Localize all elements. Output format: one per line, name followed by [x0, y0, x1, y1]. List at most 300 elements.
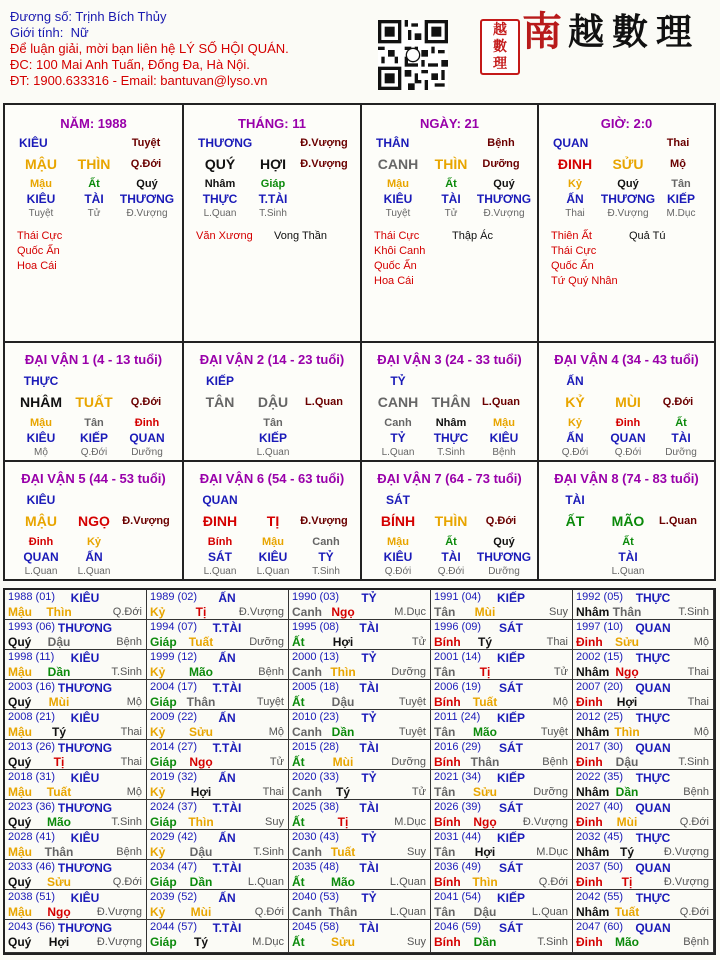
luck-title: ĐẠI VẬN 1 (4 - 13 tuổi)	[24, 352, 163, 367]
luck-god: TÀI	[565, 493, 585, 507]
luck-stem: BÍNH	[380, 513, 416, 529]
year-label: 2030 (43)	[292, 831, 340, 843]
year-branch: Ngọ	[47, 905, 71, 919]
luck-hidden-stem: Đinh	[134, 417, 160, 429]
year-cell	[573, 890, 714, 920]
year-cell	[5, 830, 147, 860]
year-stem: Giáp	[150, 815, 177, 829]
year-god: ẤN	[218, 651, 236, 665]
luck-stem: ĐINH	[202, 513, 238, 529]
year-label: 2040 (53)	[292, 891, 340, 903]
seal-char-3: 理	[493, 55, 507, 72]
year-label: 2009 (22)	[150, 711, 198, 723]
year-stage: Q.Đới	[538, 876, 568, 888]
luck-hidden-stem: Mậu	[387, 536, 409, 548]
pillar-stage: Đ.Vượng	[300, 158, 348, 170]
hidden-stem: Quý	[617, 178, 639, 190]
year-stem: Ất	[292, 635, 305, 649]
hidden-god: KIÊU	[26, 192, 56, 206]
year-cell	[431, 740, 573, 770]
year-stage: Q.Đới	[112, 876, 142, 888]
year-stage: Dưỡng	[533, 786, 568, 798]
luck-hidden-stem: Ất	[445, 536, 457, 548]
year-stem: Tân	[434, 605, 456, 619]
star-right: Thập Ác	[452, 230, 493, 242]
year-cell	[5, 590, 147, 620]
pillar-god: THƯƠNG	[198, 136, 253, 150]
year-god: QUAN	[635, 801, 671, 815]
year-branch: Hợi	[48, 935, 70, 949]
luck-branch: MÃO	[611, 513, 645, 529]
year-branch: Thìn	[330, 665, 356, 679]
year-branch: Tý	[335, 785, 351, 799]
luck-branch: TỊ	[266, 513, 280, 529]
luck-stem: KỶ	[565, 394, 585, 410]
year-stem: Nhâm	[576, 845, 610, 859]
luck-title: ĐẠI VẬN 3 (24 - 33 tuổi)	[377, 352, 522, 367]
year-stage: M.Dục	[536, 846, 568, 858]
year-label: 2004 (17)	[150, 681, 198, 693]
hidden-stage: Đ.Vượng	[483, 208, 525, 219]
year-cell	[147, 890, 289, 920]
pillar-god: KIÊU	[19, 136, 48, 150]
year-god: TỶ	[361, 591, 377, 605]
year-god: TÀI	[359, 801, 379, 815]
year-cell	[431, 890, 573, 920]
luck-cell	[5, 343, 182, 460]
luck-god: KIẾP	[205, 374, 235, 388]
year-stem: Đinh	[576, 815, 603, 829]
year-label: 2018 (31)	[8, 771, 56, 783]
pillar-title: NĂM: 1988	[60, 116, 127, 131]
luck-title: ĐẠI VẬN 7 (64 - 73 tuổi)	[377, 471, 522, 486]
year-god: TỶ	[361, 891, 377, 905]
year-label: 1994 (07)	[150, 621, 198, 633]
hidden-stage: Tử	[87, 208, 101, 219]
seal-char-1: 越	[493, 21, 507, 38]
star-left: Thái Cực	[374, 230, 420, 242]
year-god: THƯƠNG	[57, 861, 113, 875]
luck-hidden-stem: Kỷ	[86, 536, 102, 548]
luck-title: ĐẠI VẬN 4 (34 - 43 tuổi)	[554, 352, 699, 367]
year-god: KIÊU	[70, 891, 100, 905]
hidden-god: THỰC	[202, 192, 238, 206]
year-branch: Thìn	[472, 875, 498, 889]
year-stem: Tân	[434, 785, 456, 799]
luck-hidden-stem: Đinh	[28, 536, 54, 548]
gender-label: Giới tính:	[10, 25, 64, 40]
luck-god: SÁT	[386, 493, 410, 507]
luck-hidden-god: KIÊU	[258, 550, 288, 564]
year-label: 2016 (29)	[434, 741, 482, 753]
logo-seal	[480, 19, 520, 75]
year-branch: Tị	[621, 875, 633, 889]
year-stage: Dưỡng	[391, 666, 426, 678]
luck-branch: DẬU	[257, 394, 289, 410]
year-label: 2026 (39)	[434, 801, 482, 813]
year-stage: Q.Đới	[679, 906, 709, 918]
year-stem: Đinh	[576, 875, 603, 889]
luck-hidden-stage: Dưỡng	[131, 447, 163, 458]
year-cell	[147, 770, 289, 800]
luck-hidden-stage: L.Quan	[77, 566, 111, 577]
year-god: KIẾP	[496, 711, 526, 725]
star-left: Hoa Cái	[17, 260, 57, 272]
year-branch: Ngọ	[189, 755, 213, 769]
year-label: 2027 (40)	[576, 801, 624, 813]
year-god: T.TÀI	[212, 801, 242, 815]
year-stem: Mậu	[8, 665, 32, 679]
star-left: Tứ Quý Nhân	[551, 275, 618, 287]
luck-stage: Q.Đới	[662, 396, 694, 408]
year-cell	[573, 800, 714, 830]
year-stage: Tuyệt	[398, 696, 426, 708]
year-stem: Đinh	[576, 755, 603, 769]
star-left: Thiên Ất	[551, 230, 592, 242]
year-stage: Bệnh	[258, 666, 284, 678]
year-stem: Mậu	[8, 605, 32, 619]
year-stage: Mộ	[693, 726, 709, 738]
year-god: KIÊU	[70, 591, 100, 605]
luck-hidden-god: KIÊU	[489, 431, 519, 445]
year-stage: Mộ	[126, 786, 142, 798]
luck-hidden-stage: Mộ	[34, 447, 48, 458]
year-stage: Q.Đới	[254, 906, 284, 918]
pillar-branch: THÌN	[77, 156, 111, 172]
year-stage: Suy	[407, 846, 426, 858]
year-god: T.TÀI	[212, 861, 242, 875]
luck-cell	[539, 343, 714, 460]
year-god: SÁT	[499, 681, 523, 695]
year-cell	[573, 620, 714, 650]
hidden-god: KIẾP	[666, 192, 696, 206]
luck-god: ẤN	[566, 374, 584, 388]
year-stem: Canh	[292, 785, 322, 799]
year-stem: Tân	[434, 665, 456, 679]
year-cell	[147, 590, 289, 620]
year-label: 1997 (10)	[576, 621, 624, 633]
luck-hidden-stem: Nhâm	[435, 417, 467, 429]
star-left: Hoa Cái	[374, 275, 414, 287]
year-branch: Sửu	[472, 785, 498, 799]
qr-code[interactable]	[378, 20, 448, 90]
year-branch: Dần	[189, 875, 213, 889]
luck-hidden-stage: Dưỡng	[488, 566, 520, 577]
year-stem: Giáp	[150, 875, 177, 889]
luck-hidden-stage: T.Sinh	[437, 447, 465, 458]
year-label: 2017 (30)	[576, 741, 624, 753]
luck-hidden-stage: L.Quan	[381, 447, 415, 458]
year-stem: Quý	[8, 635, 32, 649]
year-god: TỶ	[361, 711, 377, 725]
pillar-branch: THÌN	[434, 156, 468, 172]
name-row	[10, 9, 370, 25]
year-label: 1998 (11)	[8, 651, 55, 663]
hidden-stem: Mậu	[387, 178, 409, 190]
luck-hidden-stem: Đinh	[615, 417, 641, 429]
pillar-stage: Q.Đới	[130, 158, 162, 170]
year-cell	[147, 830, 289, 860]
year-label: 2013 (26)	[8, 741, 56, 753]
year-stage: Bệnh	[542, 756, 568, 768]
luck-cell	[539, 462, 714, 581]
year-stem: Nhâm	[576, 605, 610, 619]
year-stem: Kỷ	[150, 905, 166, 919]
year-branch: Mùi	[190, 905, 212, 919]
pillar-stem: CANH	[377, 156, 419, 172]
year-stem: Quý	[8, 695, 32, 709]
year-branch: Tý	[619, 845, 635, 859]
luck-hidden-stage: Q.Đới	[561, 447, 589, 458]
year-god: QUAN	[635, 681, 671, 695]
year-stem: Bính	[434, 875, 461, 889]
year-branch: Tuất	[188, 635, 214, 649]
year-god: T.TÀI	[212, 921, 242, 935]
year-stage: Bệnh	[116, 846, 142, 858]
year-stage: Đ.Vượng	[663, 846, 709, 858]
pillar-god-stage: Đ.Vượng	[300, 137, 348, 149]
year-label: 2038 (51)	[8, 891, 56, 903]
luck-hidden-stem: Tân	[84, 417, 104, 429]
year-stem: Kỷ	[150, 665, 166, 679]
year-stem: Nhâm	[576, 725, 610, 739]
brand-char-3: 數	[611, 11, 648, 53]
luck-hidden-stem: Bính	[207, 536, 233, 548]
year-cell	[289, 860, 431, 890]
year-branch: Ngọ	[615, 665, 639, 679]
year-label: 2025 (38)	[292, 801, 340, 813]
year-stage: M.Dục	[252, 936, 284, 948]
luck-stem: NHÂM	[20, 394, 62, 410]
year-label: 2028 (41)	[8, 831, 56, 843]
year-cell	[573, 740, 714, 770]
year-stage: Dưỡng	[249, 636, 284, 648]
luck-god: THỰC	[23, 374, 59, 388]
pillar-title: THÁNG: 11	[238, 116, 306, 131]
star-left: Thái Cực	[17, 230, 63, 242]
year-cell	[573, 860, 714, 890]
luck-branch: NGỌ	[78, 513, 110, 529]
year-branch: Tuất	[472, 695, 498, 709]
year-stage: Bệnh	[683, 936, 709, 948]
year-cell	[431, 770, 573, 800]
year-cell	[5, 770, 147, 800]
luck-hidden-god: TÀI	[671, 431, 691, 445]
year-god: ẤN	[218, 711, 236, 725]
year-stage: Tử	[553, 666, 568, 678]
year-stem: Giáp	[150, 695, 177, 709]
star-right: Quả Tú	[629, 230, 666, 242]
name-value: Trịnh Bích Thủy	[75, 9, 167, 24]
year-cell	[147, 800, 289, 830]
year-branch: Ngọ	[473, 815, 497, 829]
year-branch: Thân	[612, 605, 642, 619]
year-label: 2008 (21)	[8, 711, 56, 723]
year-branch: Dậu	[615, 755, 639, 769]
hidden-stem: Giáp	[260, 178, 286, 190]
year-cell	[289, 620, 431, 650]
year-cell	[573, 710, 714, 740]
year-god: TÀI	[359, 861, 379, 875]
luck-hidden-stem: Mậu	[493, 417, 515, 429]
year-label: 2033 (46)	[8, 861, 56, 873]
year-label: 2014 (27)	[150, 741, 198, 753]
year-cell	[5, 620, 147, 650]
luck-hidden-stem: Tân	[263, 417, 283, 429]
pillar-stem: MẬU	[25, 156, 57, 172]
year-stem: Nhâm	[576, 665, 610, 679]
year-branch: Tý	[477, 635, 493, 649]
year-stage: Thai	[546, 636, 568, 648]
year-cell	[5, 800, 147, 830]
year-cell	[147, 740, 289, 770]
hidden-stem: Ất	[88, 178, 100, 190]
luck-cell	[362, 462, 537, 581]
year-stage: Thai	[262, 786, 284, 798]
year-label: 2032 (45)	[576, 831, 624, 843]
year-god: KIÊU	[70, 771, 100, 785]
year-cell	[573, 770, 714, 800]
luck-hidden-stage: L.Quan	[203, 566, 237, 577]
year-cell	[147, 920, 289, 953]
star-right: Vong Thần	[274, 230, 328, 242]
year-stage: Bệnh	[116, 636, 142, 648]
luck-title: ĐẠI VẬN 2 (14 - 23 tuổi)	[199, 352, 345, 367]
year-god: KIÊU	[70, 711, 100, 725]
star-left: Quốc Ấn	[17, 245, 60, 257]
year-branch: Thân	[470, 755, 500, 769]
year-stem: Quý	[8, 935, 32, 949]
year-god: T.TÀI	[212, 681, 242, 695]
year-god: THỰC	[635, 771, 671, 785]
year-cell	[289, 650, 431, 680]
year-branch: Tuất	[330, 845, 356, 859]
year-god: SÁT	[499, 921, 523, 935]
year-god: THỰC	[635, 651, 671, 665]
luck-hidden-god: KIÊU	[383, 550, 413, 564]
qr-code-icon	[378, 20, 448, 90]
year-god: KIẾP	[496, 591, 526, 605]
luck-hidden-god: THƯƠNG	[476, 550, 532, 564]
year-label: 2042 (55)	[576, 891, 624, 903]
hidden-stem: Mậu	[30, 178, 52, 190]
star-left: Văn Xương	[196, 230, 253, 242]
luck-stage: Q.Đới	[130, 396, 162, 408]
year-god: ẤN	[218, 771, 236, 785]
luck-hidden-stage: L.Quan	[611, 566, 645, 577]
year-branch: Dần	[331, 725, 355, 739]
year-stage: Đ.Vượng	[96, 936, 142, 948]
year-stem: Mậu	[8, 725, 32, 739]
year-god: KIẾP	[496, 831, 526, 845]
year-stem: Canh	[292, 665, 322, 679]
year-god: TỶ	[361, 831, 377, 845]
luck-god: QUAN	[202, 493, 238, 507]
year-stage: Dưỡng	[391, 756, 426, 768]
pillar-cell	[362, 105, 537, 341]
luck-hidden-stage: Q.Đới	[614, 447, 642, 458]
luck-cell	[184, 343, 360, 460]
year-stem: Bính	[434, 755, 461, 769]
hidden-stem: Ất	[445, 178, 457, 190]
year-branch: Thân	[328, 905, 358, 919]
contact-line-2: ĐC: 100 Mai Anh Tuấn, Đống Đa, Hà Nội.	[10, 57, 250, 72]
year-label: 2029 (42)	[150, 831, 198, 843]
year-label: 2007 (20)	[576, 681, 624, 693]
hidden-stage: Tử	[444, 208, 458, 219]
year-stem: Tân	[434, 905, 456, 919]
year-label: 2006 (19)	[434, 681, 482, 693]
brand-char-4: 理	[655, 11, 692, 53]
year-god: QUAN	[635, 741, 671, 755]
luck-title: ĐẠI VẬN 5 (44 - 53 tuổi)	[21, 471, 166, 486]
year-god: QUAN	[635, 921, 671, 935]
year-label: 2010 (23)	[292, 711, 340, 723]
year-god: TÀI	[359, 921, 379, 935]
luck-hidden-stem: Ất	[675, 417, 687, 429]
year-branch: Mão	[473, 725, 497, 739]
year-label: 2011 (24)	[434, 711, 481, 723]
year-god: TÀI	[359, 681, 379, 695]
year-stem: Nhâm	[576, 905, 610, 919]
year-label: 2037 (50)	[576, 861, 624, 873]
year-god: KIẾP	[496, 891, 526, 905]
hidden-god: T.TÀI	[258, 192, 288, 206]
year-branch: Thìn	[188, 815, 214, 829]
luck-hidden-god: TÀI	[441, 550, 461, 564]
year-stem: Bính	[434, 815, 461, 829]
year-cell	[431, 620, 573, 650]
year-branch: Tuất	[614, 905, 640, 919]
year-cell	[431, 710, 573, 740]
year-branch: Dậu	[331, 695, 355, 709]
year-label: 2012 (25)	[576, 711, 624, 723]
year-stage: T.Sinh	[111, 816, 142, 828]
year-stem: Giáp	[150, 935, 177, 949]
luck-cell	[362, 343, 537, 460]
pillar-god-stage: Bệnh	[487, 137, 515, 149]
year-stem: Canh	[292, 905, 322, 919]
year-stem: Kỷ	[150, 845, 166, 859]
luck-stage: Đ.Vượng	[300, 515, 348, 527]
gender-row	[10, 25, 370, 41]
luck-hidden-god: QUAN	[610, 431, 646, 445]
pillar-god-stage: Thai	[666, 137, 690, 149]
year-label: 2005 (18)	[292, 681, 340, 693]
year-branch: Sửu	[614, 635, 640, 649]
year-label: 2001 (14)	[434, 651, 482, 663]
year-god: QUAN	[635, 861, 671, 875]
year-cell	[573, 680, 714, 710]
year-label: 2031 (44)	[434, 831, 482, 843]
year-stage: L.Quan	[389, 876, 426, 888]
year-cell	[431, 860, 573, 890]
year-stem: Bính	[434, 935, 461, 949]
year-branch: Mùi	[474, 605, 496, 619]
year-branch: Tuất	[46, 785, 72, 799]
hidden-stage: Đ.Vượng	[126, 208, 168, 219]
year-stage: L.Quan	[531, 906, 568, 918]
year-label: 2000 (13)	[292, 651, 340, 663]
year-god: KIÊU	[70, 831, 100, 845]
year-stem: Ất	[292, 695, 305, 709]
year-branch: Tị	[479, 665, 491, 679]
year-cell	[431, 590, 573, 620]
year-cell	[573, 920, 714, 953]
luck-hidden-god: QUAN	[23, 550, 59, 564]
year-god: THỰC	[635, 591, 671, 605]
year-label: 1988 (01)	[8, 591, 56, 603]
